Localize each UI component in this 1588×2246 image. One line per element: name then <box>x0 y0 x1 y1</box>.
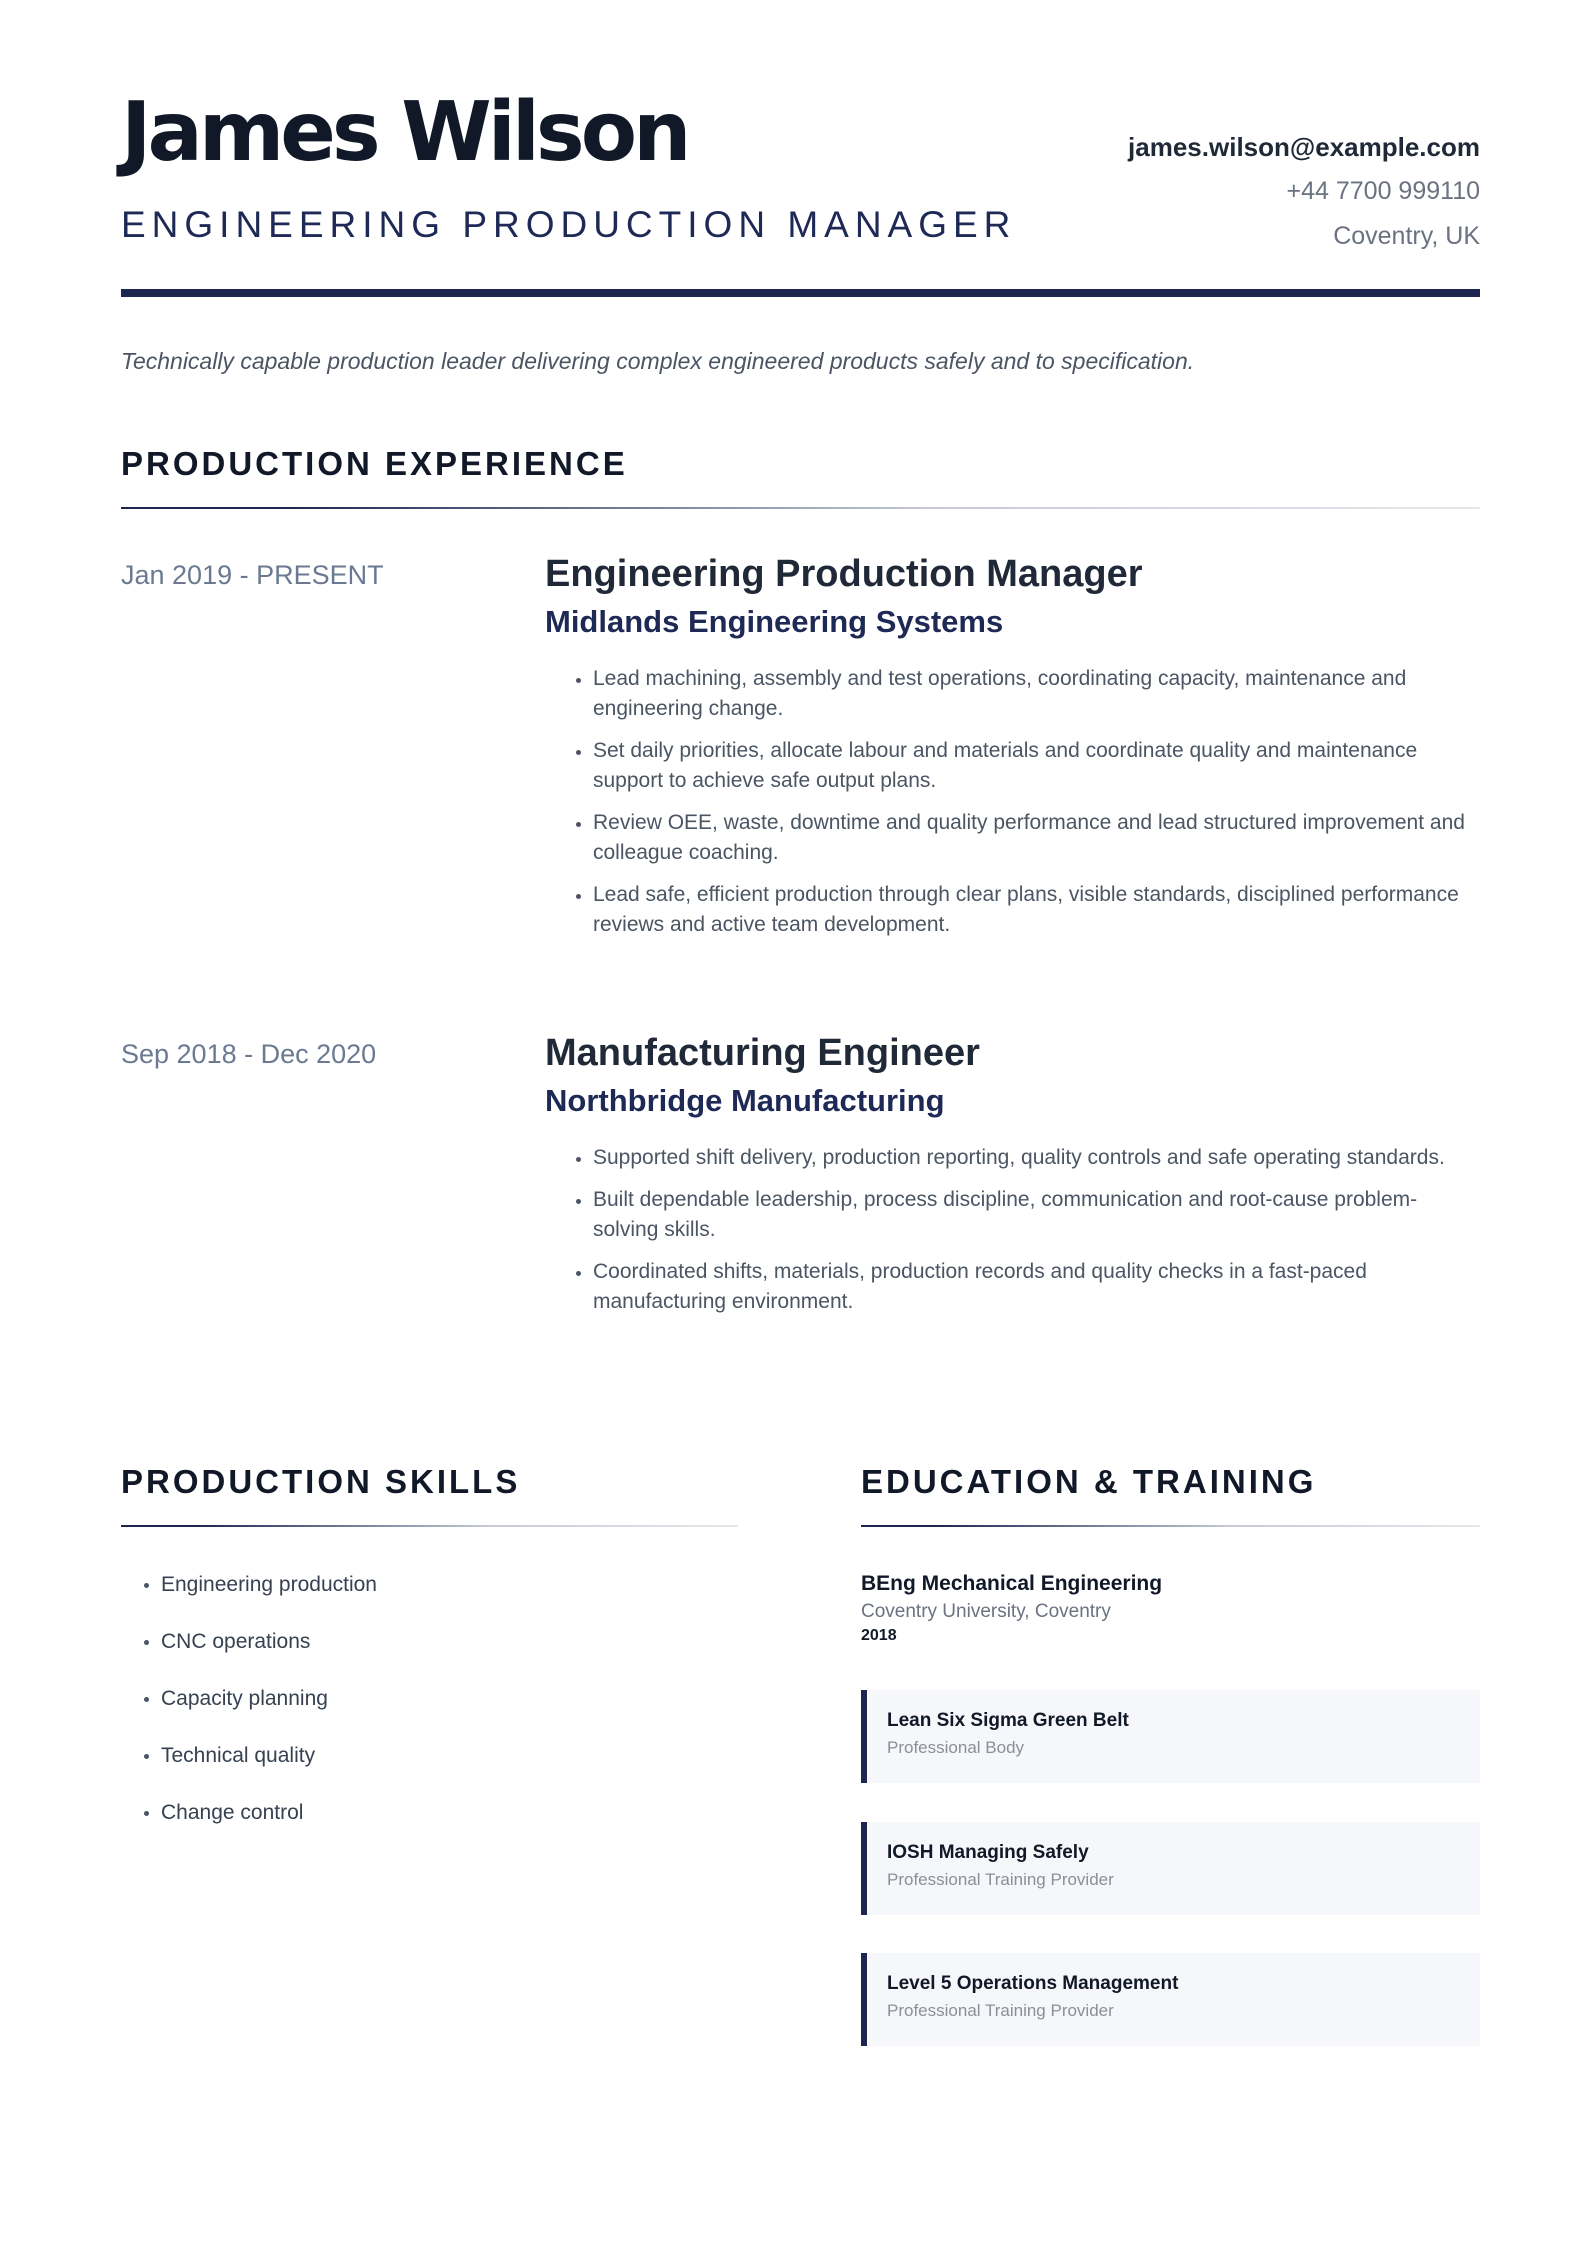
job-bullets <box>545 664 1480 940</box>
skills-divider <box>121 1525 738 1527</box>
header-divider <box>121 289 1480 297</box>
skill-item: • Change control <box>161 1798 781 1855</box>
cert-name: IOSH Managing Safely <box>887 1842 1089 1863</box>
skill-item: • CNC operations <box>161 1627 781 1684</box>
job-bullet: • Lead safe, efficient production through clear plans, visible standards, disciplined performance reviews and active team development. <box>593 880 1480 940</box>
cert-name: Lean Six Sigma Green Belt <box>887 1710 1129 1731</box>
degree-entry <box>861 1572 1480 1645</box>
skill-item: • Capacity planning <box>161 1684 781 1741</box>
job-bullet: • Lead machining, assembly and test operations, coordinating capacity, maintenance and engineering change. <box>593 664 1480 724</box>
certification-card <box>861 1822 1480 1915</box>
contact-phone[interactable]: +44 7700 999110 <box>1286 177 1480 205</box>
job-bullets <box>545 1143 1480 1317</box>
degree-year: 2018 <box>861 1627 897 1644</box>
cert-body: Professional Body <box>887 1738 1025 1757</box>
job-title: Engineering Production Manager <box>545 553 1143 595</box>
job-bullet: • Coordinated shifts, materials, production records and quality checks in a fast-paced manufacturing environment. <box>593 1257 1480 1317</box>
skill-item: • Engineering production <box>161 1570 781 1627</box>
skill-item: • Technical quality <box>161 1741 781 1798</box>
profile-summary: Technically capable production leader delivering complex engineered products safely and to specification. <box>121 348 1195 374</box>
skills-list <box>121 1570 781 1855</box>
contact-email[interactable]: james.wilson@example.com <box>1128 132 1480 162</box>
resume-page <box>121 0 1480 2246</box>
contact-location: Coventry, UK <box>1333 222 1480 250</box>
cert-body: Professional Training Provider <box>887 1870 1114 1889</box>
contact-block <box>1128 132 1480 267</box>
cert-body: Professional Training Provider <box>887 2001 1114 2020</box>
job-dates: Jan 2019 - PRESENT <box>121 560 384 590</box>
job-company: Midlands Engineering Systems <box>545 603 1004 639</box>
job-dates: Sep 2018 - Dec 2020 <box>121 1039 377 1069</box>
certification-card <box>861 1953 1480 2046</box>
cert-name: Level 5 Operations Management <box>887 1973 1179 1994</box>
degree-school: Coventry University, Coventry <box>861 1601 1111 1622</box>
job-title: Manufacturing Engineer <box>545 1032 980 1074</box>
education-divider <box>861 1525 1480 1527</box>
job-bullet: • Review OEE, waste, downtime and quality performance and lead structured improvement and colleague coaching. <box>593 808 1480 868</box>
candidate-role: ENGINEERING PRODUCTION MANAGER <box>121 204 1017 245</box>
education-heading: EDUCATION & TRAINING <box>861 1463 1317 1500</box>
experience-divider <box>121 507 1480 509</box>
job-bullet: • Set daily priorities, allocate labour and materials and coordinate quality and maintenance support to achieve safe output plans. <box>593 736 1480 796</box>
skills-heading: PRODUCTION SKILLS <box>121 1463 521 1500</box>
job-bullet: • Supported shift delivery, production reporting, quality controls and safe operating standards. <box>593 1143 1480 1173</box>
certification-card <box>861 1690 1480 1783</box>
job-company: Northbridge Manufacturing <box>545 1082 945 1118</box>
job-bullet: • Built dependable leadership, process discipline, communication and root-cause problem-solving skills. <box>593 1185 1480 1245</box>
experience-heading: PRODUCTION EXPERIENCE <box>121 445 628 482</box>
candidate-name: James Wilson <box>121 85 688 180</box>
degree-name: BEng Mechanical Engineering <box>861 1572 1163 1595</box>
